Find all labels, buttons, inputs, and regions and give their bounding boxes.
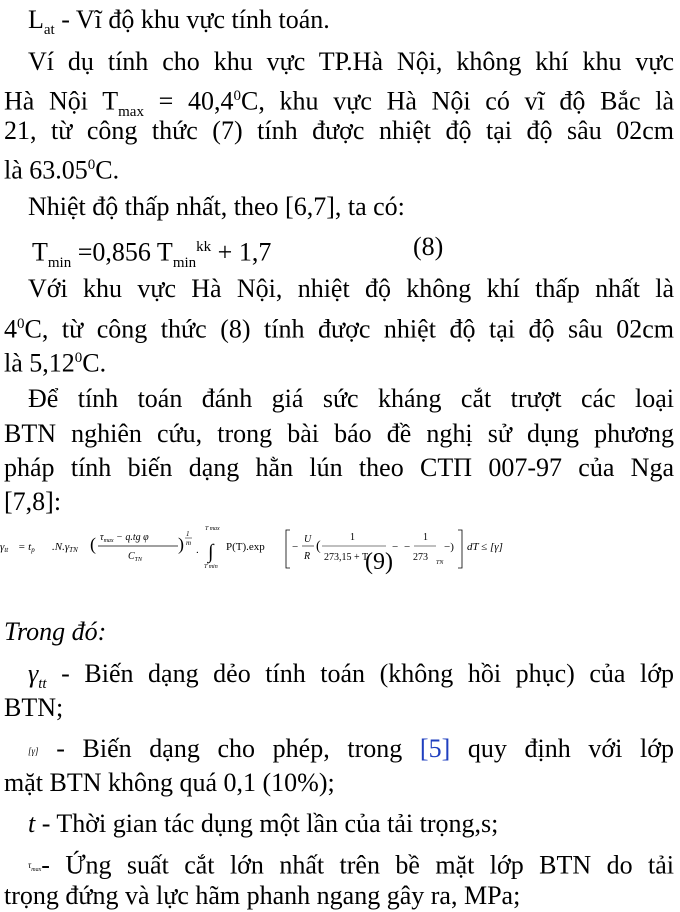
svg-text:R: R	[304, 551, 311, 562]
svg-text:−): −)	[444, 541, 454, 553]
definition-gamma-allowed: [γ] - Biến dạng cho phép, trong [5] quy định với lớp	[28, 734, 675, 763]
symbol-l: L	[28, 5, 44, 34]
paragraph-line: Hà Nội $T_{max} = 40,4^0C$, khu vực Hà Nội có vĩ độ Bắc là	[4, 86, 674, 120]
svg-text:TN: TN	[436, 560, 444, 566]
svg-text:273: 273	[413, 552, 428, 563]
reference-link[interactable]: [5]	[419, 734, 451, 763]
formula-number: (9)	[365, 549, 393, 575]
paragraph-line: Ví dụ tính cho khu vực TP.Hà Nội, không khí khu vực	[28, 47, 674, 76]
paragraph-line: 21, từ công thức (7) tính được nhiệt độ tại độ sâu 02cm	[4, 116, 674, 145]
paragraph-line: BTN;	[4, 693, 64, 722]
paragraph-line: Để tính toán đánh giá sức kháng cắt trượt các loại	[28, 384, 674, 413]
svg-text:U: U	[304, 534, 312, 545]
paragraph-line: trọng đứng và lực hãm phanh ngang gây ra, MPa;	[4, 881, 521, 910]
svg-text:1: 1	[350, 532, 355, 543]
paragraph-line: $4^0C$, từ công thức (8) tính được nhiệt độ tại độ sâu 02cm	[4, 314, 674, 344]
svg-text:−: −	[392, 541, 399, 553]
svg-text:.N.γTN: .N.γTN	[52, 541, 78, 554]
symbol-sub: at	[43, 22, 55, 39]
paragraph-line: Với khu vực Hà Nội, nhiệt độ không khí thấp nhất là	[28, 274, 674, 303]
svg-text:m: m	[186, 539, 192, 547]
svg-text:T max: T max	[205, 526, 220, 532]
svg-text:−: −	[292, 541, 299, 553]
svg-text:(: (	[316, 539, 321, 554]
where-heading: Trong đó:	[4, 617, 107, 646]
paragraph-line: Nhiệt độ thấp nhất, theo [6,7], ta có:	[28, 192, 405, 221]
formula-9	[0, 518, 680, 578]
definition-lat	[28, 4, 330, 46]
svg-text:1: 1	[423, 532, 428, 543]
svg-text:dT ≤ [γ]: dT ≤ [γ]	[467, 541, 503, 553]
paragraph-line: là 63.05$^0$C.	[4, 155, 120, 185]
definition-gamma-tt: $\gamma_{tt}$ - Biến dạng dẻo tính toán (không hồi phục) của lớp	[28, 659, 674, 693]
definition-t: t - Thời gian tác dụng một lần của tải trọng,s;	[28, 809, 499, 838]
svg-text:= tp: = tp	[18, 541, 35, 554]
svg-text:(: (	[90, 534, 96, 554]
definition-tau-max: $\tau_{max}-$ Ứng suất cắt lớn nhất trên bề mặt lớp BTN do tải	[28, 850, 674, 880]
definition-text: - Vĩ độ khu vực tính toán.	[54, 5, 330, 34]
svg-text:T min: T min	[204, 564, 218, 570]
svg-text:): )	[178, 534, 184, 554]
svg-text:273,15 + T: 273,15 + T	[324, 552, 369, 563]
equation-number: (8)	[413, 232, 444, 261]
equation-8: $T_{min} =0,856$ $T_{min}^{kk} + 1,7$	[32, 237, 272, 271]
formula-denominator: $C_{TN}$	[128, 551, 143, 563]
svg-text:P(T).exp: P(T).exp	[226, 541, 265, 553]
paragraph-line: mặt BTN không quá 0,1 (10%);	[4, 768, 335, 797]
formula-lhs: γtt	[0, 541, 9, 554]
paragraph-line: BTN nghiên cứu, trong bài báo đề nghị sử dụng phương	[4, 419, 674, 448]
paragraph-line: là 5,12$^0$C.	[4, 348, 107, 378]
svg-text:1: 1	[186, 530, 190, 538]
paragraph-line: pháp tính biến dạng hằn lún theo СТП 007-97 của Nga	[4, 453, 674, 482]
svg-text:−: −	[404, 541, 411, 553]
integral-sign: ∫	[208, 541, 214, 563]
formula-numerator: $\tau_{max} - q.tg$ φ	[100, 532, 149, 544]
svg-text:.: .	[196, 544, 199, 556]
paragraph-line: [7,8]:	[4, 487, 62, 516]
